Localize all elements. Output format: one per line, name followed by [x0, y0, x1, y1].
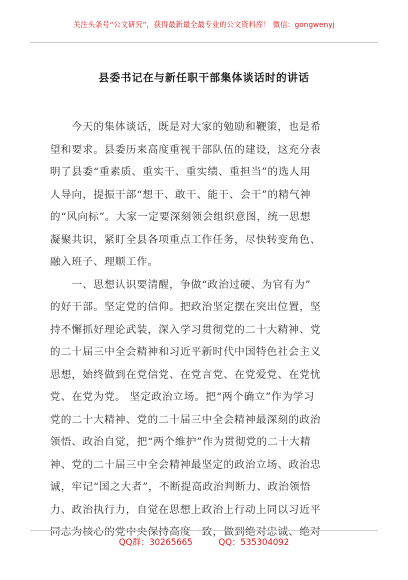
footer-divider — [30, 530, 378, 531]
footer-qq-group: QQ群：30265665 — [118, 538, 193, 548]
body-line: 的二十届三中全会精神和习近平新时代中国特色社会主义 — [50, 346, 322, 358]
body-line: 党的二十大精神、党的二十届三中全会精神最深刻的政治 — [50, 413, 322, 426]
header-banner: 关注头条号“公文研究”，获得最新最全最专业的公文资料库！ 微信：gongwenyj — [73, 20, 335, 29]
body-line: 的“风向标”。大家一定要深刻领会组织意图，统一思想 — [50, 211, 311, 223]
document-title: 县委书记在与新任职干部集体谈话时的讲话 — [98, 72, 310, 84]
body-line: 今天的集体谈话，既是对大家的勉励和鞭策，也是希 — [50, 121, 322, 133]
body-line: 望和要求。县委历来高度重视干部队伍的建设，这充分表 — [50, 143, 322, 156]
body-line: 凝聚共识，紧盯全县各项重点工作任务，尽快转变角色、 — [50, 233, 322, 246]
body-line: 党、在党为党。 坚定政治立场。把“两个确立”作为学习 — [50, 391, 315, 403]
footer — [0, 536, 408, 548]
body-line: 神、党的二十届三中全会精神最坚定的政治立场、政治忠 — [50, 458, 322, 471]
body-line: 思想，始终做到在党信党、在党言党、在党爱党、在党忧 — [50, 368, 322, 381]
body-line: 的好干部。坚定党的信仰。把政治坚定摆在突出位置，坚 — [50, 301, 322, 313]
body-line: 领悟、政治自觉，把“两个维护”作为贯彻党的二十大精 — [50, 436, 311, 448]
body-line: 同志为核心的党中央保持高度一致，做到绝对忠诚、绝对 — [50, 526, 322, 538]
body-line: 人导向，提振干部“想干、敢干、能干、会干”的精气神 — [50, 188, 311, 201]
document-body — [50, 116, 368, 544]
body-line: 一、思想认识要清醒，争做“政治过硬、为官有为” — [50, 278, 311, 291]
footer-qq: QQ：535304092 — [218, 538, 290, 548]
body-line: 诚，牢记“国之大者”，不断提高政治判断力、政治领悟 — [50, 481, 311, 493]
body-line: 明了县委“重素质、重实干、重实绩、重担当”的选人用 — [50, 166, 311, 178]
body-line: 持不懈抓好理论武装，深入学习贯彻党的二十大精神、党 — [50, 323, 322, 336]
body-line: 融入班子、理顺工作。 — [50, 256, 159, 268]
header-divider — [30, 42, 378, 43]
body-line: 力、政治执行力，自觉在思想上政治上行动上同以习近平 — [50, 503, 322, 516]
